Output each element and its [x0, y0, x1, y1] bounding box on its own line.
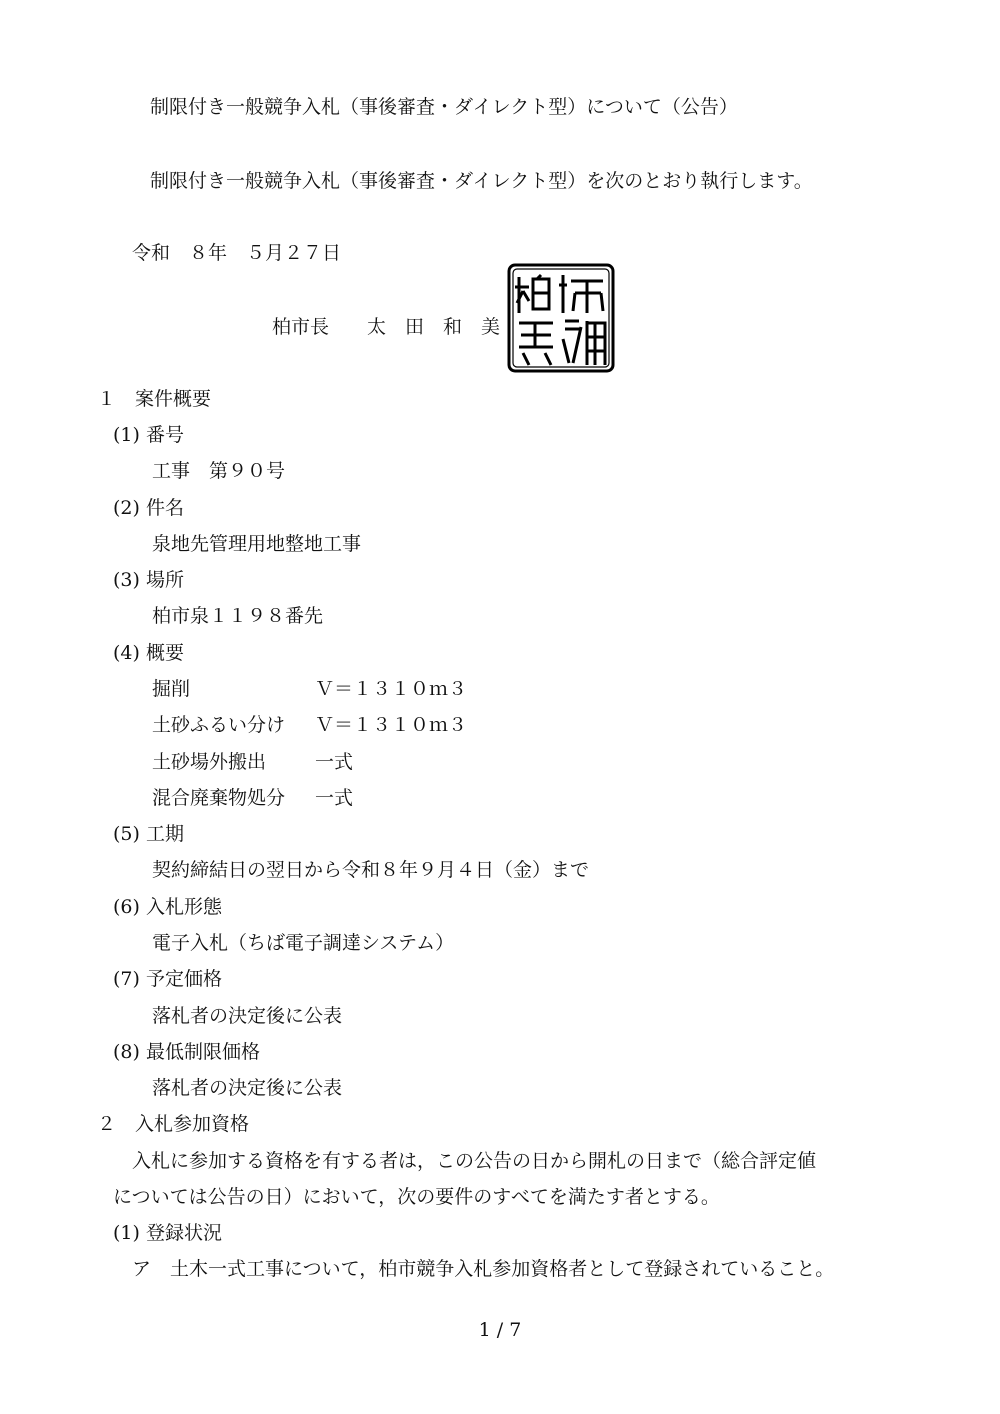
- item-outline-heading: (4) 概要: [113, 642, 184, 664]
- outline-value: Ｖ＝１３１０ｍ３: [315, 714, 468, 736]
- item-price-value: 落札者の決定後に公表: [152, 1005, 343, 1027]
- outline-row: [152, 713, 652, 737]
- section-2-heading: ２ 入札参加資格: [97, 1113, 250, 1135]
- item-place-heading: (3) 場所: [113, 569, 184, 591]
- item-registration-heading: (1) 登録状況: [113, 1222, 222, 1244]
- item-number-value: 工事 第９０号: [152, 460, 286, 482]
- outline-row: [152, 786, 652, 810]
- notice-title: 制限付き一般競争入札（事後審査・ダイレクト型）について（公告）: [150, 96, 738, 118]
- outline-value: 一式: [315, 751, 354, 773]
- outline-label: 混合廃棄物処分: [152, 787, 286, 809]
- section-1-heading: １ 案件概要: [97, 388, 212, 410]
- outline-label: 土砂場外搬出: [152, 751, 267, 773]
- section-2-paragraph-line-2: については公告の日）において，次の要件のすべてを満たす者とする。: [113, 1186, 720, 1208]
- outline-value: 一式: [315, 787, 354, 809]
- item-period-value: 契約締結日の翌日から令和８年９月４日（金）まで: [152, 859, 590, 881]
- registration-requirement-a: ア 土木一式工事について，柏市競争入札参加資格者として登録されていること。: [132, 1258, 835, 1280]
- outline-label: 土砂ふるい分け: [152, 714, 286, 736]
- item-form-heading: (6) 入札形態: [113, 896, 222, 918]
- outline-value: Ｖ＝１３１０ｍ３: [315, 678, 468, 700]
- item-number-heading: (1) 番号: [113, 424, 184, 446]
- item-period-heading: (5) 工期: [113, 823, 184, 845]
- outline-row: [152, 750, 652, 774]
- outline-label: 掘削: [152, 678, 191, 700]
- section-2-paragraph-line-1: 入札に参加する資格を有する者は，この公告の日から開札の日まで（総合評定値: [132, 1150, 817, 1172]
- official-seal: [507, 263, 615, 373]
- issuer-name: 柏市長 太 田 和 美: [272, 316, 501, 338]
- page-number: 1 / 7: [478, 1319, 522, 1341]
- item-minprice-heading: (8) 最低制限価格: [113, 1041, 260, 1063]
- item-form-value: 電子入札（ちば電子調達システム）: [152, 932, 455, 954]
- intro-text: 制限付き一般競争入札（事後審査・ダイレクト型）を次のとおり執行します。: [150, 170, 813, 192]
- item-price-heading: (7) 予定価格: [113, 968, 222, 990]
- item-place-value: 柏市泉１１９８番先: [152, 605, 324, 627]
- notice-date: 令和 ８年 ５月２７日: [132, 242, 342, 264]
- item-name-heading: (2) 件名: [113, 497, 184, 519]
- outline-row: [152, 677, 652, 701]
- item-minprice-value: 落札者の決定後に公表: [152, 1077, 343, 1099]
- item-name-value: 泉地先管理用地整地工事: [152, 533, 362, 555]
